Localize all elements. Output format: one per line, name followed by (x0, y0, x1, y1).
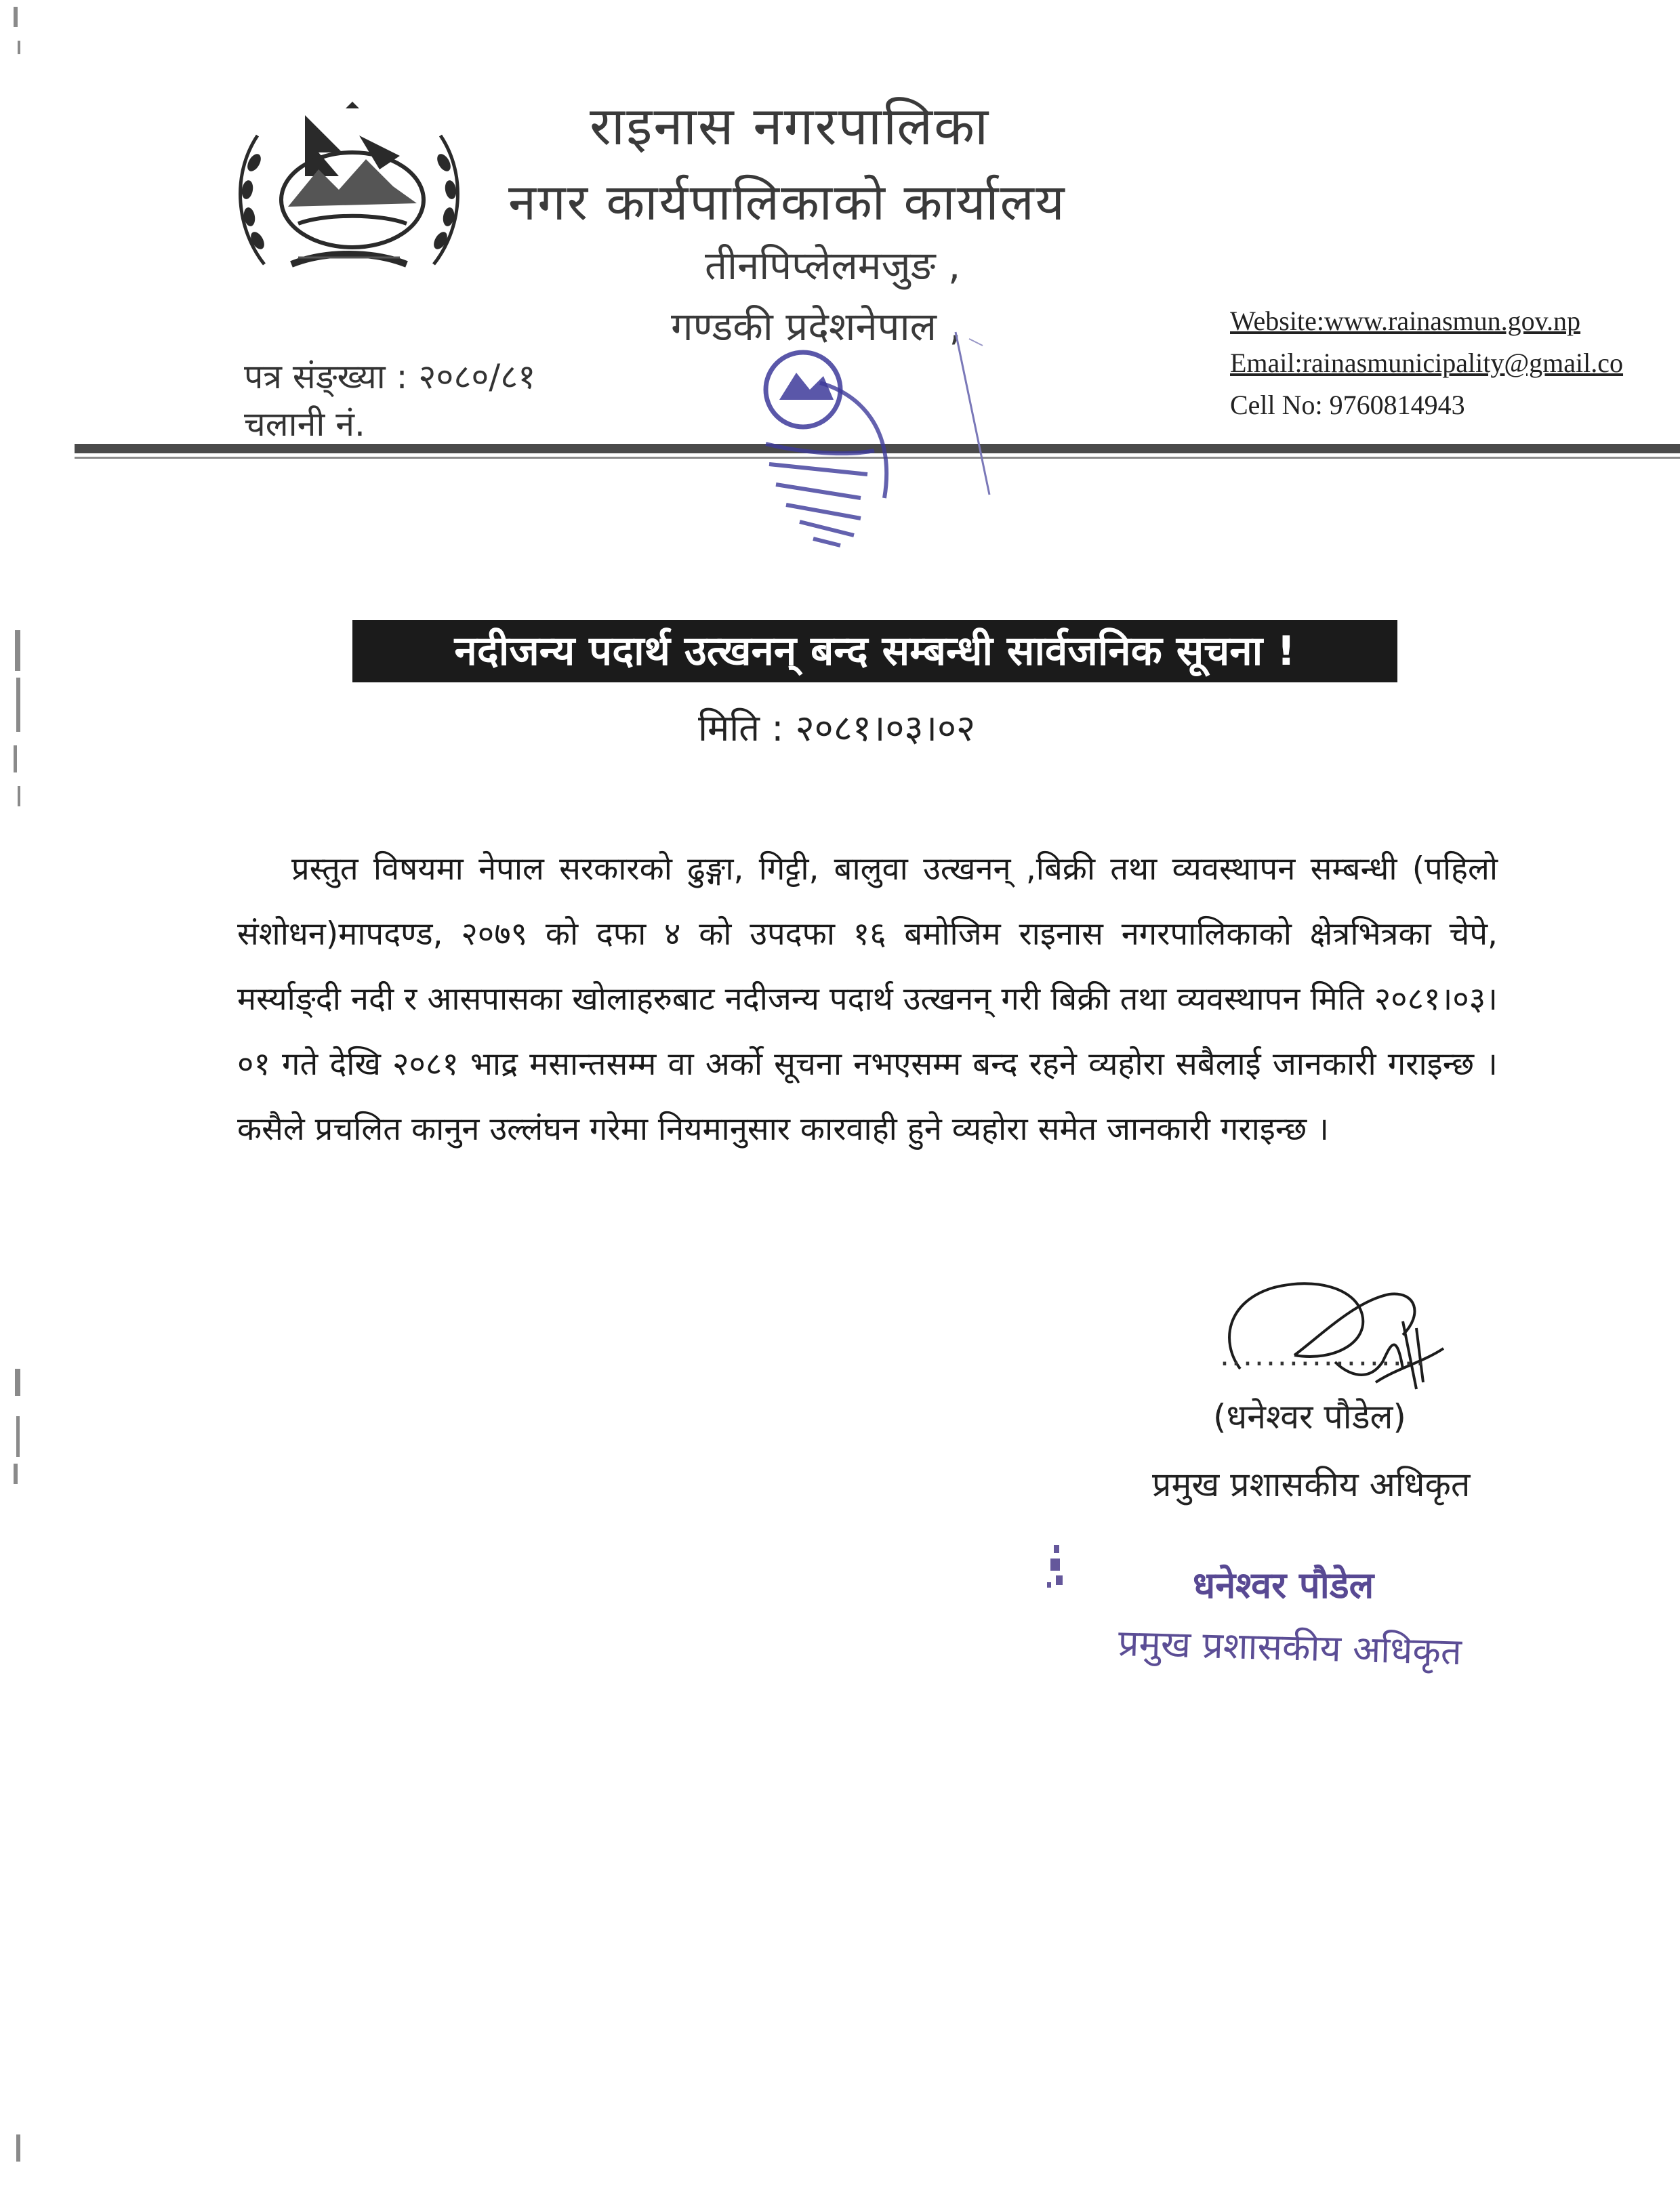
letter-number: पत्र संङ्ख्या : २०८०/८१ (244, 357, 536, 396)
notice-title: नदीजन्य पदार्थ उत्खनन् बन्द सम्बन्धी सार्वजनिक सूचना ! (352, 620, 1397, 682)
email-link[interactable]: Email:rainasmunicipality@gmail.co (1230, 348, 1624, 378)
scan-edge-marks (0, 0, 41, 2188)
dispatch-number: चलानी नं. (244, 405, 365, 444)
signatory-name: (धनेश्वर पौडेल) (1213, 1397, 1406, 1437)
address-line-1: तीनपिप्लेलमजुङ , (705, 243, 961, 289)
notice-body: प्रस्तुत विषयमा नेपाल सरकारको ढुङ्गा, गिट्टी, बालुवा उत्खनन् ,बिक्री तथा व्यवस्थापन सम्बन्धी (पहिलो संशोधन)मापदण्ड, २०७९ को दफा ४ को उपदफा १६ बमोजिम राइनास नगरपालिकाको क्षेत्रभित्रका चेपे, मर्स्याङ्दी नदी र आसपासका खोलाहरुबाट नदीजन्य पदार्थ उत्खनन् गरी बिक्री तथा व्यवस्थापन मिति २०८१।०३।०१ गते देखि २०८१ भाद्र मसान्तसम्म वा अर्को सूचना नभएसम्म बन्द रहने व्यहोरा सबैलाई जानकारी गराइन्छ । कसैले प्रचलित कानुन उल्लंघन गरेमा नियमानुसार कारवाही हुने व्यहोरा समेत जानकारी गराइन्छ । (237, 850, 1498, 1148)
notice-date: मिति : २०८१।०३।०२ (698, 707, 976, 749)
stamp-title: प्रमुख प्रशासकीय अधिकृत (1118, 1622, 1462, 1674)
stamp-name: धनेश्वर पौडेल (1193, 1564, 1374, 1607)
nepal-government-emblem-icon (224, 95, 474, 298)
website-link[interactable]: Website:www.rainasmun.gov.np (1230, 306, 1581, 336)
office-name: नगर कार्यपालिकाको कार्यालय (508, 173, 1066, 232)
organization-name: राइनास नगरपालिका (590, 96, 990, 157)
address-line-2: गण्डकी प्रदेशनेपाल , (671, 304, 962, 350)
cell-number: Cell No: 9760814943 (1230, 390, 1465, 420)
signature-line: .................. (1220, 1338, 1427, 1373)
municipality-seal-icon (739, 342, 928, 566)
stamp-ink-mark (1037, 1542, 1078, 1596)
signatory-title: प्रमुख प्रशासकीय अधिकृत (1152, 1465, 1471, 1504)
stamp-mark-line (949, 325, 1003, 501)
